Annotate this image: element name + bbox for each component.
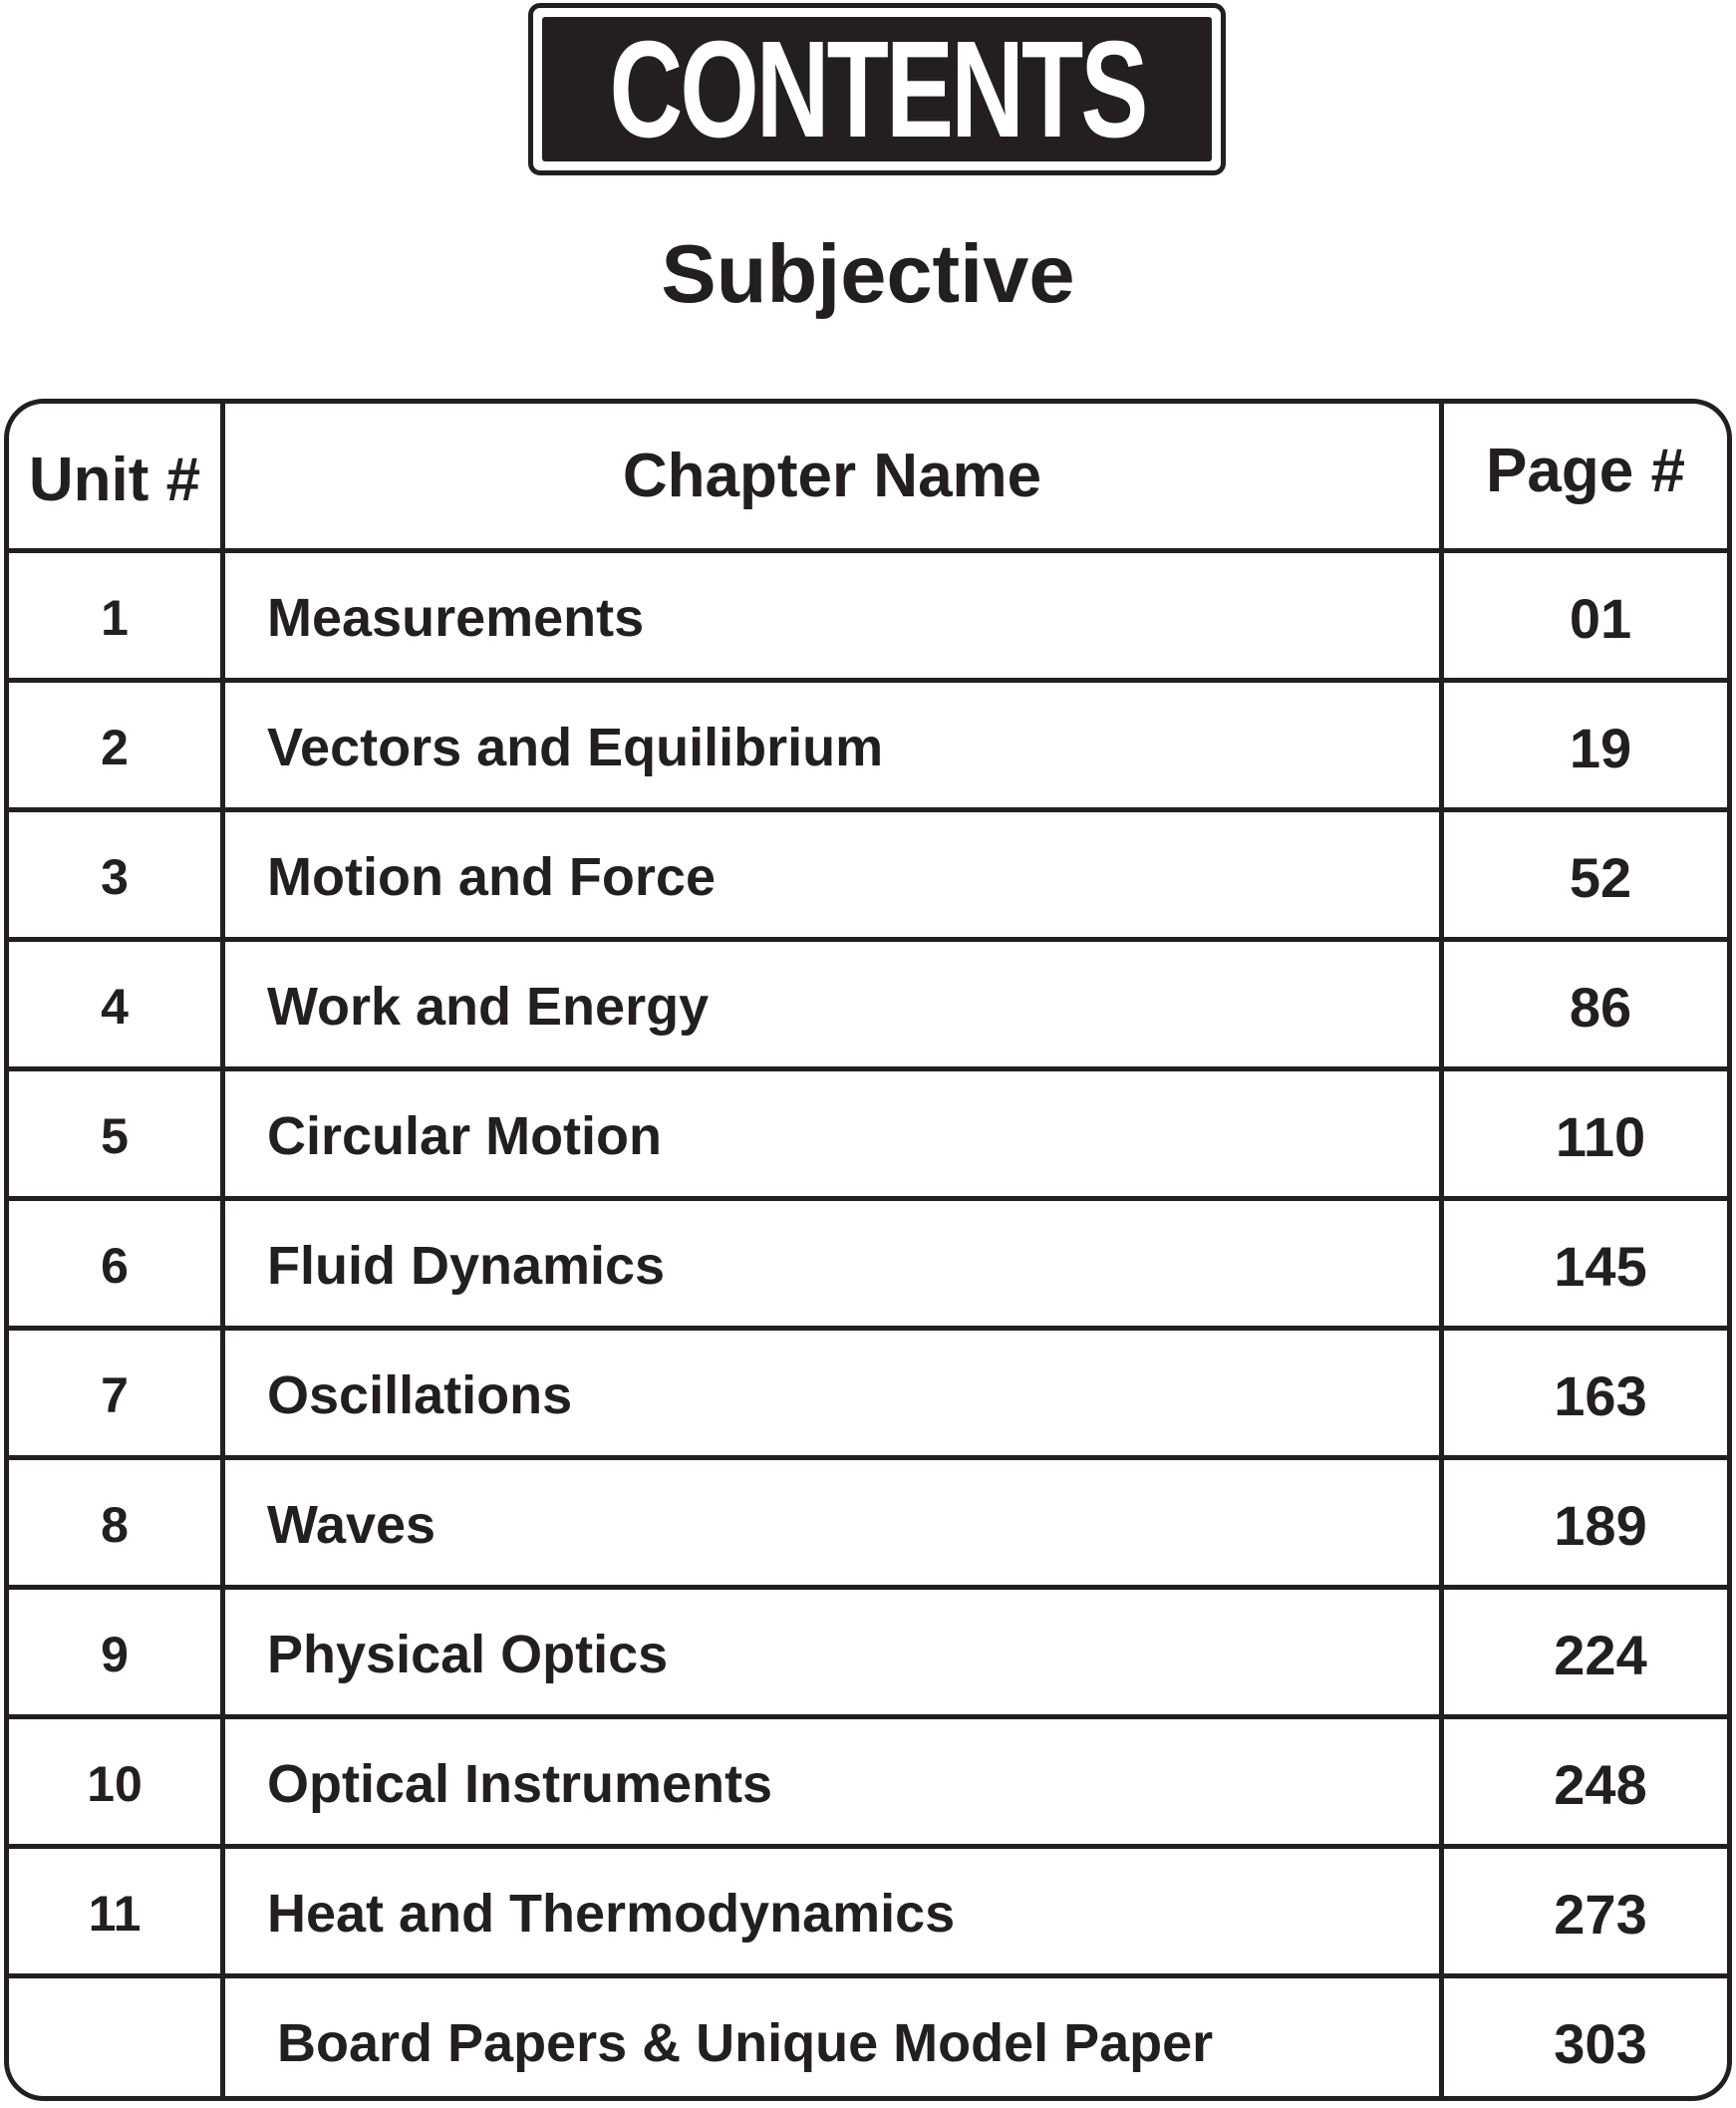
chapter-name: Fluid Dynamics xyxy=(267,1236,666,1296)
table-row xyxy=(9,807,1727,942)
page-number: 19 xyxy=(1569,716,1632,779)
table-row xyxy=(9,1973,1727,2101)
table-row xyxy=(9,1326,1727,1460)
unit-number xyxy=(9,1978,220,2101)
chapter-name: Board Papers & Unique Model Paper xyxy=(277,2013,1214,2073)
unit-number: 5 xyxy=(101,1108,129,1164)
table-row xyxy=(9,1714,1727,1849)
chapter-name: Heat and Thermodynamics xyxy=(267,1884,956,1944)
table-row xyxy=(9,1196,1727,1331)
page-number: 189 xyxy=(1554,1493,1647,1557)
table-row xyxy=(9,548,1727,683)
unit-number: 4 xyxy=(101,979,129,1035)
table-row xyxy=(9,1455,1727,1590)
unit-number: 10 xyxy=(87,1756,143,1812)
chapter-name: Optical Instruments xyxy=(267,1754,773,1814)
chapter-name: Oscillations xyxy=(267,1365,573,1425)
column-header-chapter: Chapter Name xyxy=(622,442,1042,510)
contents-title-box xyxy=(528,3,1226,175)
unit-number: 11 xyxy=(88,1886,142,1942)
page-number: 145 xyxy=(1554,1234,1647,1298)
page-title: CONTENTS xyxy=(609,12,1145,166)
chapter-name: Circular Motion xyxy=(267,1106,663,1166)
page-number: 303 xyxy=(1554,2011,1647,2075)
chapter-name: Motion and Force xyxy=(267,847,716,907)
table-row xyxy=(9,937,1727,1071)
unit-number: 7 xyxy=(101,1367,129,1423)
contents-table xyxy=(4,399,1732,2101)
unit-number: 9 xyxy=(101,1627,129,1682)
page-number: 86 xyxy=(1569,975,1632,1039)
table-header-row xyxy=(9,404,1727,548)
unit-number: 6 xyxy=(101,1238,129,1294)
chapter-name: Vectors and Equilibrium xyxy=(267,718,884,777)
page-number: 110 xyxy=(1555,1104,1646,1168)
table-row xyxy=(9,678,1727,812)
page-number: 248 xyxy=(1554,1752,1647,1816)
page-number: 273 xyxy=(1554,1882,1647,1946)
page-number: 224 xyxy=(1554,1623,1647,1686)
table-row xyxy=(9,1066,1727,1201)
page-number: 01 xyxy=(1569,586,1632,650)
unit-number: 2 xyxy=(101,720,129,775)
column-header-unit: Unit # xyxy=(28,446,201,514)
table-row xyxy=(9,1844,1727,1978)
unit-number: 3 xyxy=(101,849,129,905)
contents-title-band xyxy=(542,12,1212,166)
table-row xyxy=(9,1585,1727,1719)
chapter-name: Work and Energy xyxy=(267,977,710,1037)
section-subtitle: Subjective xyxy=(661,227,1075,320)
chapter-name: Physical Optics xyxy=(267,1625,669,1684)
chapter-name: Measurements xyxy=(267,588,645,648)
page-number: 52 xyxy=(1569,845,1632,909)
column-header-page: Page # xyxy=(1486,437,1685,505)
unit-number: 1 xyxy=(101,590,129,646)
page-number: 163 xyxy=(1554,1363,1647,1427)
unit-number: 8 xyxy=(101,1497,129,1553)
chapter-name: Waves xyxy=(267,1495,436,1555)
